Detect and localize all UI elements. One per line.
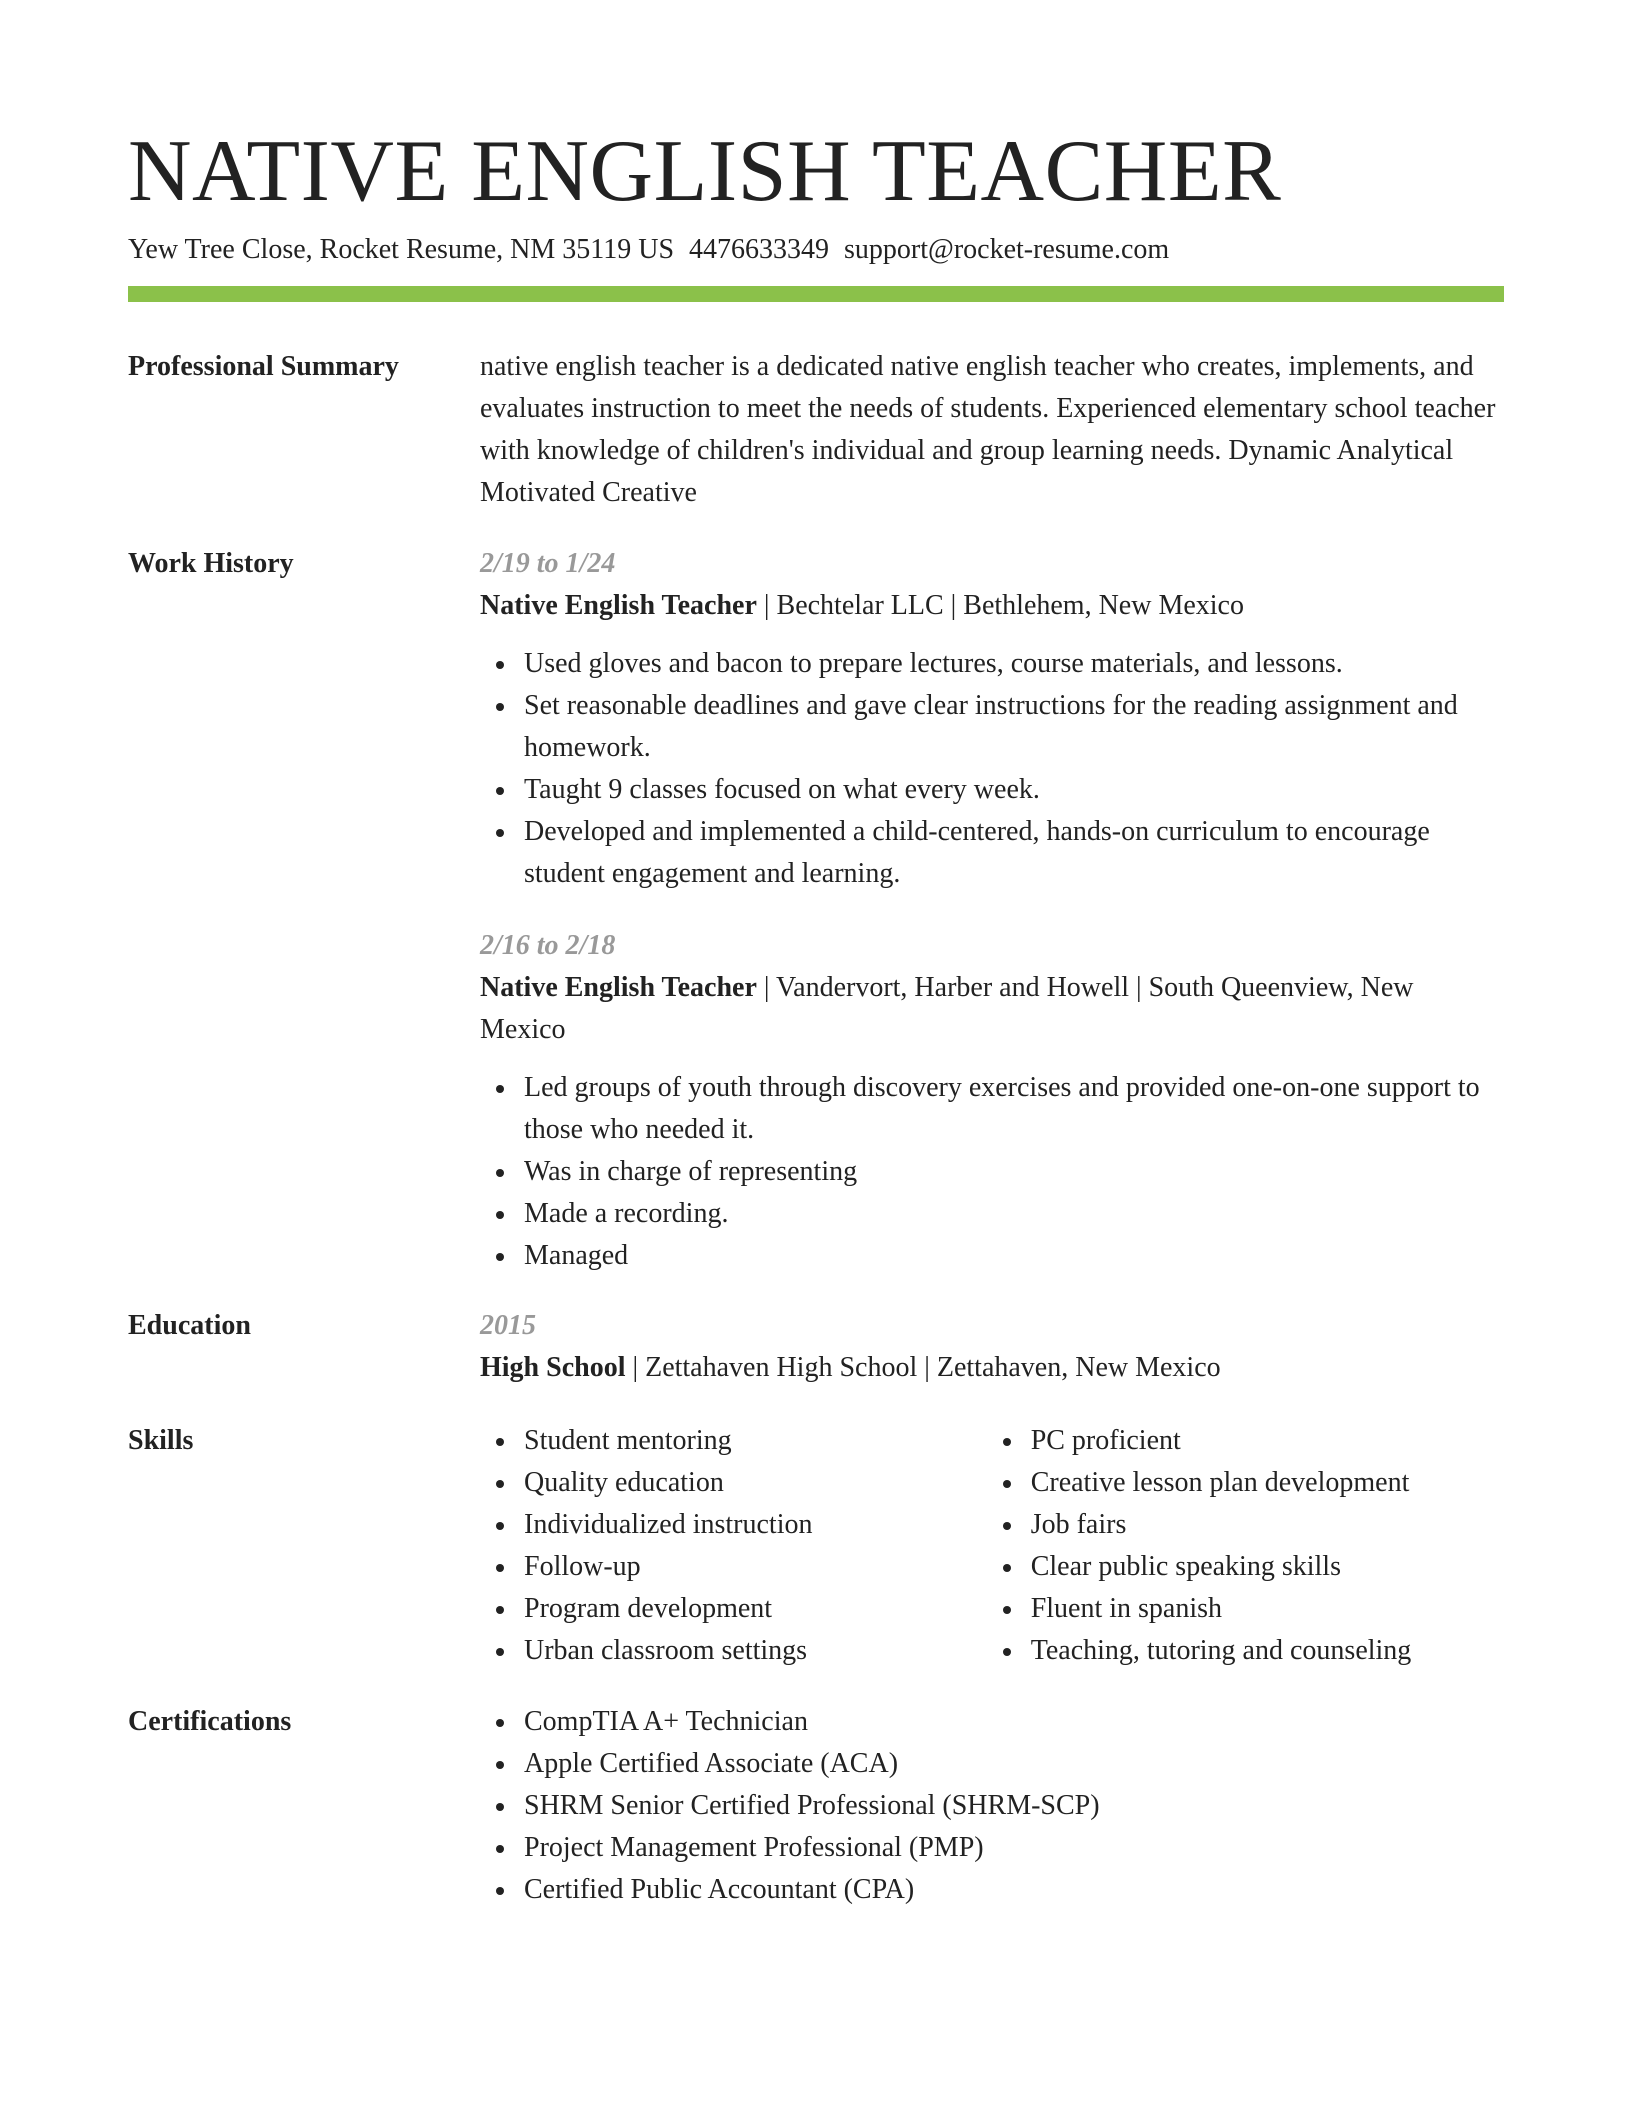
job-role: Native English Teacher: [480, 972, 757, 1003]
education-title: Education: [128, 1310, 251, 1341]
list-item: Used gloves and bacon to prepare lectures, course materials, and lessons.: [524, 643, 1504, 685]
list-item: Program development: [524, 1588, 943, 1630]
list-item: Teaching, tutoring and counseling: [1031, 1630, 1504, 1672]
list-item: PC proficient: [1031, 1420, 1504, 1462]
header-divider: [128, 286, 1504, 302]
list-item: Quality education: [524, 1462, 943, 1504]
education-heading: [480, 1347, 1504, 1389]
skills-title: Skills: [128, 1425, 194, 1456]
summary-title: Professional Summary: [128, 351, 399, 382]
skills-column-left: [480, 1420, 943, 1672]
list-item: Certified Public Accountant (CPA): [524, 1869, 1504, 1911]
skills-column-right: [987, 1420, 1504, 1672]
job-entry: [480, 543, 1504, 895]
list-item: Fluent in spanish: [1031, 1588, 1504, 1630]
job-role: Native English Teacher: [480, 590, 757, 621]
education-degree: High School: [480, 1352, 626, 1383]
list-item: Clear public speaking skills: [1031, 1546, 1504, 1588]
list-item: Project Management Professional (PMP): [524, 1827, 1504, 1869]
work-history-body: [480, 543, 1504, 1277]
contact-email: support@rocket-resume.com: [844, 234, 1170, 265]
list-item: Individualized instruction: [524, 1504, 943, 1546]
list-item: Job fairs: [1031, 1504, 1504, 1546]
list-item: Made a recording.: [524, 1193, 1504, 1235]
list-item: Creative lesson plan development: [1031, 1462, 1504, 1504]
job-details: | Vandervort, Harber and Howell | South Queenview, New Mexico: [480, 972, 1414, 1045]
job-bullets: [480, 643, 1504, 895]
list-item: Was in charge of representing: [524, 1151, 1504, 1193]
list-item: SHRM Senior Certified Professional (SHRM-SCP): [524, 1785, 1504, 1827]
contact-address: Yew Tree Close, Rocket Resume, NM 35119 US: [128, 234, 675, 265]
list-item: Apple Certified Associate (ACA): [524, 1743, 1504, 1785]
list-item: CompTIA A+ Technician: [524, 1701, 1504, 1743]
list-item: Set reasonable deadlines and gave clear instructions for the reading assignment and homework.: [524, 685, 1504, 769]
job-dates: 2/16 to 2/18: [480, 930, 616, 961]
summary-text: native english teacher is a dedicated native english teacher who creates, implements, and evaluates instruction to meet the needs of students. Experienced elementary school teacher with knowledge of children's individual and group learning needs. Dynamic Analytical Motivated Creative: [480, 351, 1496, 508]
list-item: Led groups of youth through discovery exercises and provided one-on-one support to those who needed it.: [524, 1067, 1504, 1151]
education-details: | Zettahaven High School | Zettahaven, New Mexico: [625, 1352, 1221, 1383]
education-body: [480, 1305, 1504, 1389]
list-item: Developed and implemented a child-centered, hands-on curriculum to encourage student engagement and learning.: [524, 811, 1504, 895]
job-entry: [480, 925, 1504, 1277]
list-item: Student mentoring: [524, 1420, 943, 1462]
skills-body: [480, 1420, 1504, 1672]
list-item: Taught 9 classes focused on what every week.: [524, 769, 1504, 811]
education-year: 2015: [480, 1310, 536, 1341]
job-details: | Bechtelar LLC | Bethlehem, New Mexico: [756, 590, 1244, 621]
list-item: Urban classroom settings: [524, 1630, 943, 1672]
job-bullets: [480, 1067, 1504, 1277]
certifications-title: Certifications: [128, 1706, 292, 1737]
contact-line: [128, 232, 1169, 268]
contact-phone: 4476633349: [689, 234, 830, 265]
certifications-list: [480, 1701, 1504, 1911]
list-item: Managed: [524, 1235, 1504, 1277]
list-item: Follow-up: [524, 1546, 943, 1588]
certifications-body: [480, 1701, 1504, 1911]
work-history-title: Work History: [128, 548, 294, 579]
job-dates: 2/19 to 1/24: [480, 548, 616, 579]
job-heading: [480, 585, 1504, 627]
job-heading: [480, 967, 1504, 1051]
resume-name: NATIVE ENGLISH TEACHER: [128, 123, 1282, 220]
